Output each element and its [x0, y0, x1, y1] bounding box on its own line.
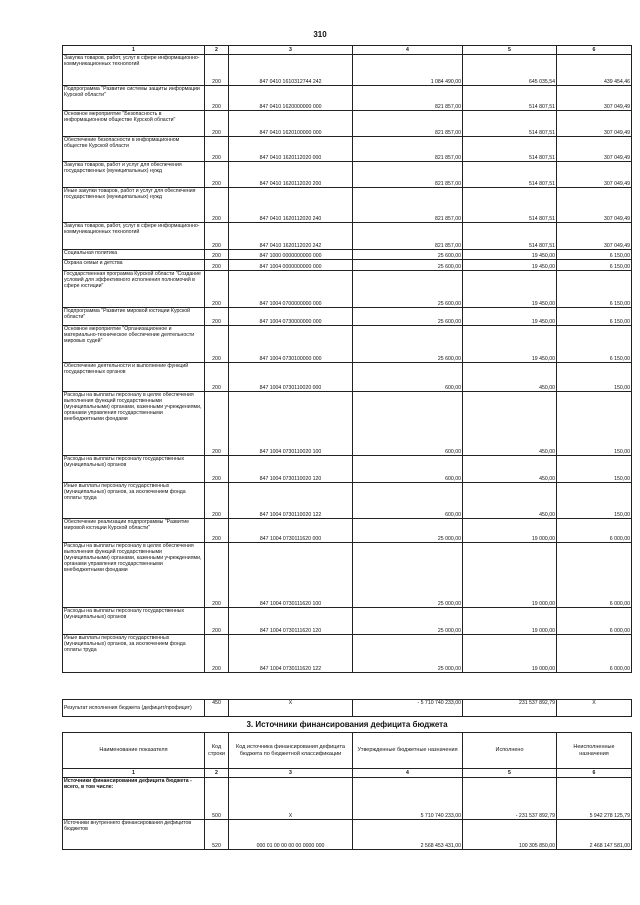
- row-approved: 1 084 490,00: [353, 55, 463, 86]
- row-executed: 514 807,51: [463, 162, 557, 188]
- row-approved: 25 600,00: [353, 250, 463, 260]
- row-name: Расходы на выплаты персоналу государственных (муниципальных) органов: [63, 608, 205, 635]
- row-approved: 25 600,00: [353, 308, 463, 326]
- row-classification-code: 847 1004 0730100000 000: [229, 326, 353, 363]
- row-unexecuted: 2 468 147 581,00: [557, 820, 632, 850]
- row-line-code: 200: [205, 188, 229, 223]
- row-name: Иные выплаты персоналу государственных (муниципальных) органов, за исключением фонда оплаты труда: [63, 635, 205, 673]
- row-name: Подпрограмма "Развитие системы защиты информации Курской области": [63, 86, 205, 111]
- row-unexecuted: 6 150,00: [557, 260, 632, 271]
- header-col-1: 1: [63, 46, 205, 55]
- row-approved: 821 857,00: [353, 223, 463, 250]
- row-name: Основное мероприятие "Безопасность в информационном обществе Курской области": [63, 111, 205, 137]
- row-executed: - 231 537 892,79: [463, 778, 557, 820]
- row-approved: 25 000,00: [353, 635, 463, 673]
- row-executed: 514 807,51: [463, 188, 557, 223]
- row-classification-code: 847 0410 1620112020 200: [229, 162, 353, 188]
- row-classification-code: 847 1004 0730111620 120: [229, 608, 353, 635]
- row-name: Охрана семьи и детства: [63, 260, 205, 271]
- row-line-code: 200: [205, 483, 229, 519]
- header-col-3: 3: [229, 46, 353, 55]
- row-line-code: 200: [205, 223, 229, 250]
- sources-num-1: 1: [63, 769, 205, 778]
- table-row: [63, 250, 632, 260]
- row-approved: 821 857,00: [353, 162, 463, 188]
- sources-section-title: 3. Источники финансирования дефицита бюджета: [246, 720, 448, 729]
- sources-num-5: 5: [463, 769, 557, 778]
- row-line-code: 520: [205, 820, 229, 850]
- row-name: Закупка товаров, работ и услуг для обеспечения государственных (муниципальных) нужд: [63, 162, 205, 188]
- table-row: [63, 111, 632, 137]
- row-classification-code: 847 1004 0730000000 000: [229, 308, 353, 326]
- row-unexecuted: 307 049,49: [557, 86, 632, 111]
- row-unexecuted: 6 000,00: [557, 543, 632, 608]
- table-row: [63, 260, 632, 271]
- sources-num-6: 6: [557, 769, 632, 778]
- table-row: [63, 55, 632, 86]
- row-line-code: 200: [205, 250, 229, 260]
- sources-row: [63, 778, 632, 820]
- header-col-2: 2: [205, 46, 229, 55]
- row-approved: 821 857,00: [353, 86, 463, 111]
- row-approved: 25 000,00: [353, 543, 463, 608]
- row-executed: 19 000,00: [463, 519, 557, 543]
- page-number: 310: [313, 30, 327, 39]
- row-classification-code: 847 0410 1610312744 242: [229, 55, 353, 86]
- sources-num-2: 2: [205, 769, 229, 778]
- result-approved: - 5 710 740 233,00: [353, 700, 463, 717]
- sources-header-approved: Утвержденные бюджетные назначения: [353, 733, 463, 769]
- row-name: Обеспечение безопасности в информационном обществе Курской области: [63, 137, 205, 162]
- row-name: Социальная политика: [63, 250, 205, 260]
- row-executed: 19 450,00: [463, 326, 557, 363]
- row-name: Иные выплаты персоналу государственных (муниципальных) органов, за исключением фонда оплаты труда: [63, 483, 205, 519]
- row-executed: 19 450,00: [463, 271, 557, 308]
- row-classification-code: 847 0410 1620000000 000: [229, 86, 353, 111]
- table-row: [63, 188, 632, 223]
- table-row: [63, 162, 632, 188]
- row-line-code: 200: [205, 608, 229, 635]
- row-line-code: 200: [205, 271, 229, 308]
- header-col-6: 6: [557, 46, 632, 55]
- row-line-code: 200: [205, 363, 229, 392]
- row-executed: 514 807,51: [463, 86, 557, 111]
- row-line-code: 200: [205, 55, 229, 86]
- row-classification-code: 847 1004 0730110020 120: [229, 456, 353, 483]
- header-col-5: 5: [463, 46, 557, 55]
- table-row: [63, 635, 632, 673]
- header-col-4: 4: [353, 46, 463, 55]
- row-executed: 450,00: [463, 483, 557, 519]
- sources-header-line: Код строки: [205, 733, 229, 769]
- result-code: X: [229, 700, 353, 717]
- budget-result-table: [62, 699, 632, 717]
- row-name: Иные закупки товаров, работ и услуг для обеспечения государственных (муниципальных) нужд: [63, 188, 205, 223]
- sources-num-4: 4: [353, 769, 463, 778]
- row-classification-code: 847 1000 0000000000 000: [229, 250, 353, 260]
- row-name: Расходы на выплаты персоналу в целях обеспечения выполнения функций государственными (муниципальными) органами, казенными учреждениями, органами управления государственными внебюджетными фондами: [63, 392, 205, 456]
- expenses-table: [62, 45, 632, 673]
- row-approved: 25 000,00: [353, 519, 463, 543]
- row-classification-code: 847 1004 0700000000 000: [229, 271, 353, 308]
- row-name: Расходы на выплаты персоналу в целях обеспечения выполнения функций государственными (муниципальными) органами, казенными учреждениями, органами управления государственными внебюджетными фондами: [63, 543, 205, 608]
- row-approved: 600,00: [353, 456, 463, 483]
- row-classification-code: 847 0410 1620112020 242: [229, 223, 353, 250]
- row-unexecuted: 439 454,46: [557, 55, 632, 86]
- table-row: [63, 392, 632, 456]
- result-executed: 231 537 892,79: [463, 700, 557, 717]
- table-row: [63, 519, 632, 543]
- result-name: Результат исполнения бюджета (дефицит/профицит): [63, 700, 205, 717]
- row-unexecuted: 150,00: [557, 456, 632, 483]
- row-name: Источники внутреннего финансирования дефицитов бюджетов: [63, 820, 205, 850]
- table-row: [63, 137, 632, 162]
- row-executed: 19 450,00: [463, 250, 557, 260]
- row-executed: 450,00: [463, 363, 557, 392]
- column-number-row: [63, 46, 632, 55]
- row-approved: 25 600,00: [353, 271, 463, 308]
- row-line-code: 200: [205, 86, 229, 111]
- row-approved: 600,00: [353, 392, 463, 456]
- table-row: [63, 326, 632, 363]
- row-unexecuted: 150,00: [557, 363, 632, 392]
- row-classification-code: 847 1004 0730110020 000: [229, 363, 353, 392]
- financing-sources-table: [62, 732, 632, 850]
- row-executed: 450,00: [463, 392, 557, 456]
- row-approved: 25 600,00: [353, 260, 463, 271]
- table-row: [63, 223, 632, 250]
- sources-number-row: [63, 769, 632, 778]
- row-executed: 19 000,00: [463, 635, 557, 673]
- table-row: [63, 308, 632, 326]
- row-classification-code: 847 1004 0730111620 000: [229, 519, 353, 543]
- row-name: Государственная программа Курской области "Создание условий для эффективного исполнения полномочий в сфере юстиции": [63, 271, 205, 308]
- row-name: Обеспечение деятельности и выполнение функций государственных органов: [63, 363, 205, 392]
- row-classification-code: 847 1004 0730111620 122: [229, 635, 353, 673]
- row-executed: 100 305 850,00: [463, 820, 557, 850]
- row-approved: 2 568 453 431,00: [353, 820, 463, 850]
- row-name: Источники финансирования дефицита бюджета - всего, в том числе:: [63, 778, 205, 820]
- table-row: [63, 608, 632, 635]
- row-name: Закупка товаров, работ, услуг в сфере информационно-коммуникационных технологий: [63, 223, 205, 250]
- row-unexecuted: 150,00: [557, 483, 632, 519]
- row-executed: 514 807,51: [463, 111, 557, 137]
- row-unexecuted: 6 150,00: [557, 308, 632, 326]
- row-classification-code: 847 0410 1620100000 000: [229, 111, 353, 137]
- sources-header-name: Наименование показателя: [63, 733, 205, 769]
- result-unexecuted: X: [557, 700, 632, 717]
- row-unexecuted: 150,00: [557, 392, 632, 456]
- sources-row: [63, 820, 632, 850]
- table-row: [63, 363, 632, 392]
- row-approved: 600,00: [353, 483, 463, 519]
- sources-num-3: 3: [229, 769, 353, 778]
- row-line-code: 200: [205, 111, 229, 137]
- row-executed: 645 035,54: [463, 55, 557, 86]
- row-unexecuted: 6 150,00: [557, 250, 632, 260]
- row-classification-code: 847 1004 0730110020 122: [229, 483, 353, 519]
- row-line-code: 200: [205, 326, 229, 363]
- row-classification-code: 847 1004 0000000000 000: [229, 260, 353, 271]
- row-approved: 821 857,00: [353, 188, 463, 223]
- row-name: Основное мероприятие "Организационное и материально-техническое обеспечение деятельности мировых судей": [63, 326, 205, 363]
- row-unexecuted: 307 049,49: [557, 188, 632, 223]
- row-approved: 25 000,00: [353, 608, 463, 635]
- row-executed: 19 000,00: [463, 608, 557, 635]
- row-unexecuted: 307 049,49: [557, 111, 632, 137]
- row-name: Расходы на выплаты персоналу государственных (муниципальных) органов: [63, 456, 205, 483]
- row-classification-code: 847 1004 0730110020 100: [229, 392, 353, 456]
- row-unexecuted: 6 150,00: [557, 326, 632, 363]
- row-classification-code: 847 1004 0730111620 100: [229, 543, 353, 608]
- row-classification-code: 847 0410 1620112020 000: [229, 137, 353, 162]
- row-executed: 514 807,51: [463, 223, 557, 250]
- row-line-code: 500: [205, 778, 229, 820]
- row-line-code: 200: [205, 162, 229, 188]
- sources-header-row: [63, 733, 632, 769]
- sources-header-executed: Исполнено: [463, 733, 557, 769]
- table-row: [63, 483, 632, 519]
- row-line-code: 200: [205, 308, 229, 326]
- row-name: Подпрограмма "Развитие мировой юстиции Курской области": [63, 308, 205, 326]
- row-classification-code: 000 01 00 00 00 00 0000 000: [229, 820, 353, 850]
- table-row: [63, 456, 632, 483]
- row-unexecuted: 6 000,00: [557, 608, 632, 635]
- row-executed: 450,00: [463, 456, 557, 483]
- row-line-code: 200: [205, 137, 229, 162]
- row-unexecuted: 5 942 278 125,79: [557, 778, 632, 820]
- row-name: Обеспечение реализации подпрограммы "Развитие мировой юстиции Курской области": [63, 519, 205, 543]
- row-line-code: 200: [205, 519, 229, 543]
- row-executed: 19 450,00: [463, 308, 557, 326]
- sources-header-code: Код источника финансирования дефицита бюджета по бюджетной классификации: [229, 733, 353, 769]
- table-row: [63, 271, 632, 308]
- row-classification-code: X: [229, 778, 353, 820]
- row-name: Закупка товаров, работ, услуг в сфере информационно-коммуникационных технологий: [63, 55, 205, 86]
- table-row: [63, 86, 632, 111]
- row-unexecuted: 6 000,00: [557, 635, 632, 673]
- table-row: [63, 543, 632, 608]
- row-approved: 821 857,00: [353, 111, 463, 137]
- row-unexecuted: 6 000,00: [557, 519, 632, 543]
- row-unexecuted: 307 049,49: [557, 137, 632, 162]
- row-line-code: 200: [205, 392, 229, 456]
- row-executed: 19 000,00: [463, 543, 557, 608]
- row-line-code: 200: [205, 543, 229, 608]
- row-line-code: 200: [205, 260, 229, 271]
- row-executed: 19 450,00: [463, 260, 557, 271]
- row-line-code: 200: [205, 635, 229, 673]
- row-executed: 514 807,51: [463, 137, 557, 162]
- budget-result-row: [63, 700, 632, 717]
- row-classification-code: 847 0410 1620112020 240: [229, 188, 353, 223]
- sources-header-unexecuted: Неисполненные назначения: [557, 733, 632, 769]
- row-line-code: 200: [205, 456, 229, 483]
- row-unexecuted: 307 049,49: [557, 223, 632, 250]
- row-unexecuted: 6 150,00: [557, 271, 632, 308]
- row-approved: 821 857,00: [353, 137, 463, 162]
- row-approved: 600,00: [353, 363, 463, 392]
- row-unexecuted: 307 049,49: [557, 162, 632, 188]
- row-approved: 5 710 740 233,00: [353, 778, 463, 820]
- result-line: 450: [205, 700, 229, 717]
- row-approved: 25 600,00: [353, 326, 463, 363]
